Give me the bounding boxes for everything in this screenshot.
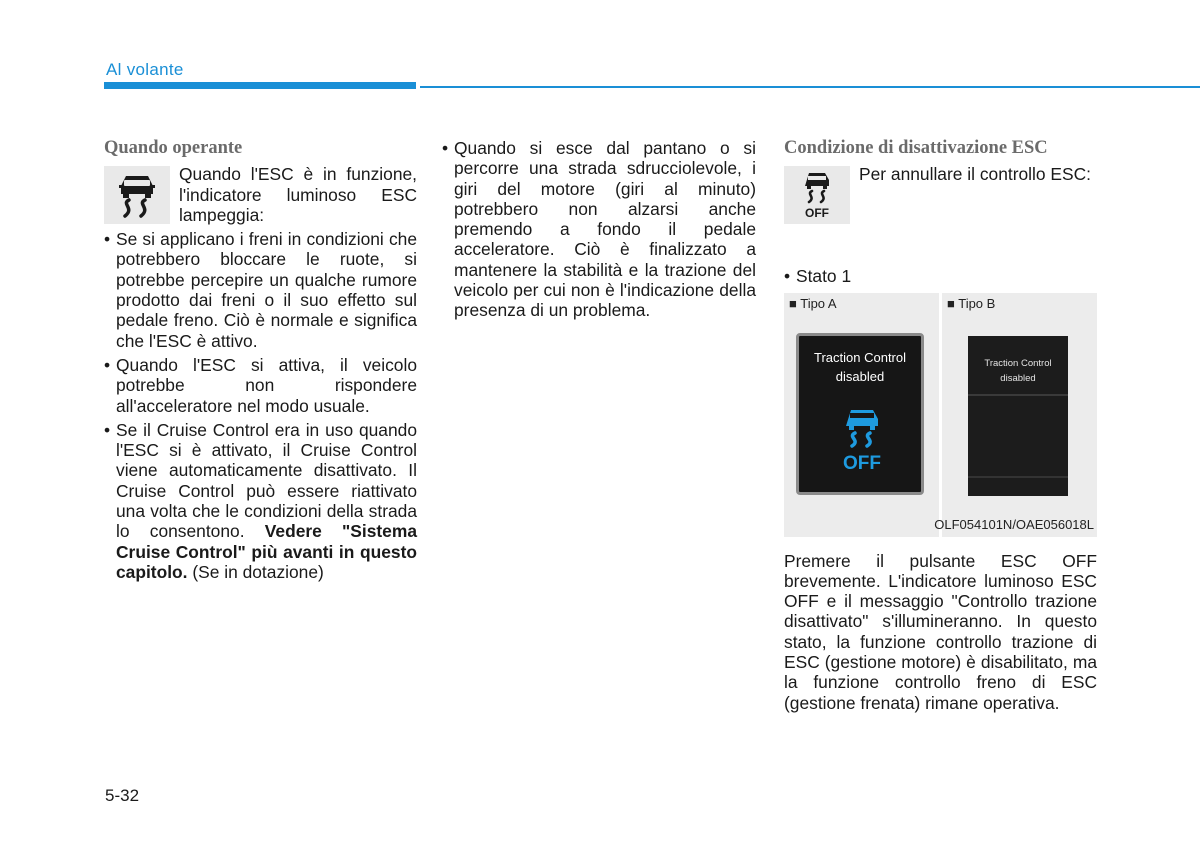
cross-reference: Vedere "Sistema Cruise Control" più avanti in questo capitolo. xyxy=(116,521,417,582)
header-rule xyxy=(420,86,1200,88)
cluster-display-type-a xyxy=(796,333,924,495)
state-label: • Stato 1 xyxy=(784,266,1097,286)
section-title: Al volante xyxy=(106,60,184,79)
figure-code: OLF054101N/OAE056018L xyxy=(934,517,1094,533)
esc-off-row xyxy=(784,164,1097,224)
cruise-text: Se il Cruise Control era in uso quando l'ESC si è attivato, il Cruise Control viene automaticamente disattivato. Il Cruise Control può essere riattivato una volta che le condizioni della strada lo consentono. xyxy=(116,419,417,542)
figure-label-type-a: ■ Tipo A xyxy=(789,295,837,311)
display-separator xyxy=(968,476,1068,478)
list-item: • Quando l'ESC si attiva, il veicolo potrebbe non rispondere all'acceleratore nel modo usuale. xyxy=(104,355,417,416)
cruise-tail: (Se in dotazione) xyxy=(187,561,324,582)
esc-off-indicator-icon xyxy=(837,406,887,476)
display-message xyxy=(799,348,921,386)
esc-off-icon xyxy=(784,166,850,224)
column-2 xyxy=(442,138,756,325)
column-3 xyxy=(784,138,1097,713)
esc-intro-text: Quando l'ESC è in funzione, l'indicatore luminoso ESC lampeggia: xyxy=(179,164,417,225)
figure-divider xyxy=(939,293,942,537)
column-1 xyxy=(104,138,417,586)
esc-indicator-row xyxy=(104,164,417,225)
header-bar xyxy=(104,82,416,89)
indicator-off-text: OFF xyxy=(843,452,881,474)
page-number: 5-32 xyxy=(105,786,140,805)
list-item xyxy=(104,420,417,582)
esc-active-icon xyxy=(104,166,170,224)
display-line-2: disabled xyxy=(835,368,885,384)
heading-disattivazione: Condizione di disattivazione ESC xyxy=(784,138,1048,158)
display-line-1: Traction Control xyxy=(814,349,906,365)
esc-off-label: OFF xyxy=(805,206,829,221)
figure-esc-off-displays xyxy=(784,293,1097,537)
display-message xyxy=(968,356,1068,386)
display-separator xyxy=(968,394,1068,396)
list-item: • Quando si esce dal pantano o si percorre una strada sdrucciolevole, i giri del motore (giri al minuto) potrebbero non alzarsi anche premendo a fondo il pedale acceleratore. Ciò è finalizzato a mantenere la stabilità e la trazione del veicolo per cui non è l'indicazione della presenza di un problema. xyxy=(442,138,756,321)
cluster-display-type-b xyxy=(968,336,1068,496)
list-item: • Se si applicano i freni in condizioni che potrebbero bloccare le ruote, si potrebbe percepire un qualche rumore prodotto dai freni o il suo effetto sul pedale freno. Ciò è normale e significa che l'ESC è attivo. xyxy=(104,229,417,351)
figure-label-type-b: ■ Tipo B xyxy=(947,295,996,311)
heading-quando-operante: Quando operante xyxy=(104,138,243,158)
esc-off-body: Premere il pulsante ESC OFF brevemente. L'indicatore luminoso ESC OFF e il messaggio "Controllo trazione disattivato" s'illumineranno. In questo stato, la funzione controllo trazione di ESC (gestione motore) è disabilitato, ma la funzione controllo freno di ESC (gestione frenata) rimane operativa. xyxy=(784,550,1097,713)
display-line-2: disabled xyxy=(1000,372,1036,384)
display-line-1: Traction Control xyxy=(984,357,1052,369)
esc-off-intro: Per annullare il controllo ESC: xyxy=(859,164,1091,185)
